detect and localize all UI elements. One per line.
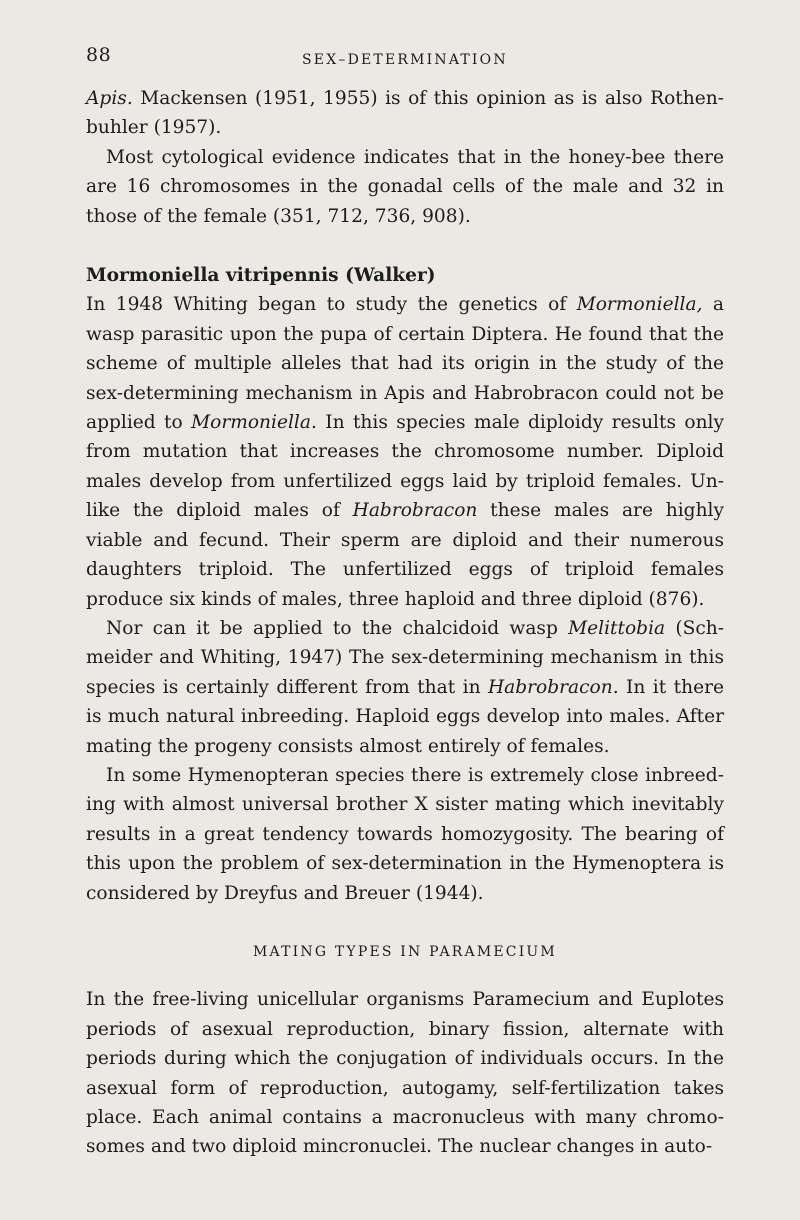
italic-term: Apis.	[86, 88, 133, 109]
section-heading: MATING TYPES IN PARAMECIUM	[253, 943, 557, 960]
italic-term: Melittobia	[568, 617, 666, 639]
page-number: 88	[86, 44, 112, 66]
page-header	[86, 44, 726, 74]
italic-term: Mormoniella.	[191, 412, 317, 434]
paragraph-apis: Apis. Mackensen (1951, 1955) is of this opinion as is also Rothen- buhler (1957).	[86, 88, 724, 139]
paragraph-inbreeding: In some Hymenopteran species there is extremely close inbreed- ing with almost universal brother X sister mating which inevitably results in a great tendency towards homozygosity. The bearing of this upon the problem of sex-determination in the Hymenoptera is considered by Dreyfus and Breuer (1944).	[86, 764, 724, 904]
species-heading: Mormoniella vitripennis (Walker)	[86, 265, 436, 287]
paragraph-chromosomes: Most cytological evidence indicates that in the honey-bee there are 16 chromosomes in the gonadal cells of the male and 32 in those of the female (351, 712, 736, 908).	[86, 146, 724, 227]
italic-term: Habrobracon	[352, 500, 478, 522]
italic-term: Mormoniella,	[576, 294, 703, 316]
running-head: SEX–DETERMINATION	[302, 52, 508, 68]
italic-term: Habrobracon.	[487, 676, 619, 698]
body-text	[86, 84, 724, 1162]
paragraph-paramecium: In the free-living unicellular organisms Paramecium and Euplotes periods of asexual reproduction, binary fission, alternate with periods during which the conjugation of individuals occurs. In the asexual form of reproduction, autogamy, self-fertilization takes place. Each animal contains a macronucleus with many chromo- somes and two diploid mincronuclei. The nuclear changes in auto-	[86, 989, 724, 1158]
paragraph-mormoniella: In 1948 Whiting began to study the genetics of Mormoniella, a wasp parasitic upon the pupa of certain Diptera. He found that the scheme of multiple alleles that had its origin in the study of the sex-determining mechanism in Apis and Habrobracon could not be applied to Mormoniella. In this species male diploidy results only from mutation that increases the chromosome number. Diploid males develop from unfertilized eggs laid by triploid females. Un- like the diploid males of Habrobracon these males are highly viable and fecund. Their sperm are diploid and their numerous daughters triploid. The unfertilized eggs of triploid females produce six kinds of males, three haploid and three diploid (876).	[86, 294, 724, 610]
paragraph-melittobia: Nor can it be applied to the chalcidoid wasp Melittobia (Sch- meider and Whiting, 1947) The sex-determining mechanism in this species is certainly different from that in Habrobracon. In it there is much natural inbreeding. Haploid eggs develop into males. After mating the progeny consists almost entirely of females.	[86, 617, 725, 757]
